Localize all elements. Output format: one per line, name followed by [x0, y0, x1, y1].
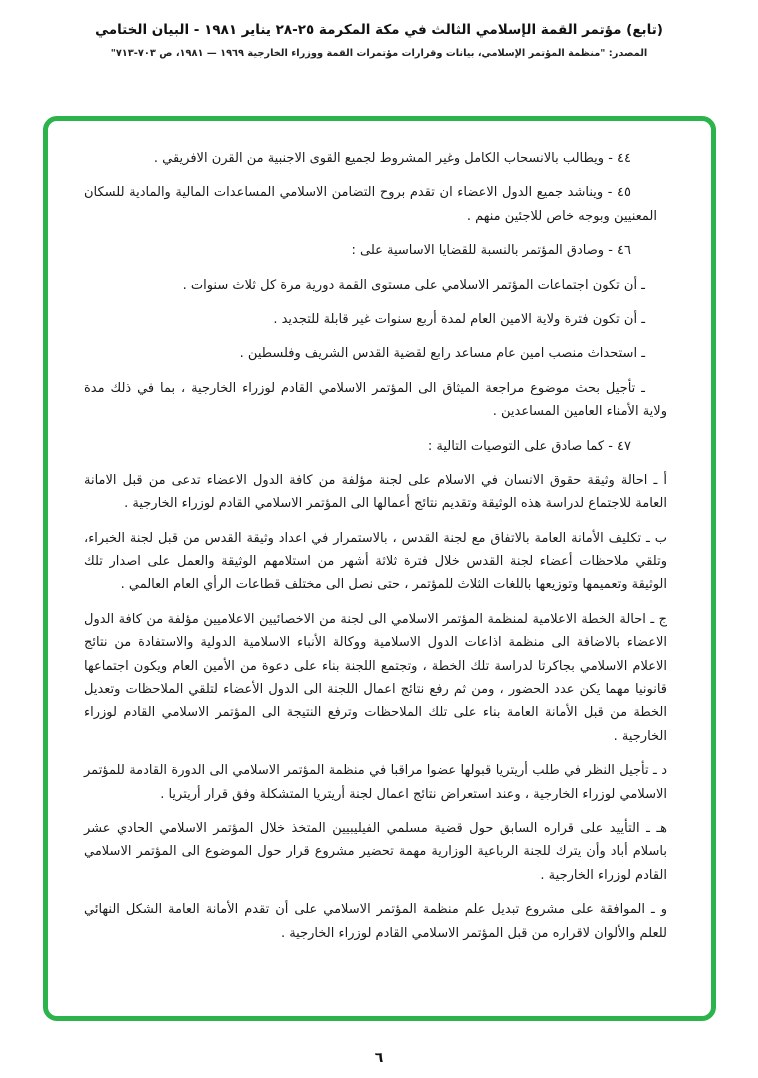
sub-item-3: ـ استحداث منصب امين عام مساعد رابع لقضية القدس الشريف وفلسطين .	[239, 346, 645, 362]
document-source-line: المصدر: "منظمة المؤتمر الإسلامي، بيانات وقرارات مؤتمرات القمة ووزراء الخارجية ١٩٦٩ — ١٩٨١، ص ٧٠٣-٧١٣"	[110, 48, 648, 59]
recommendation-h: هـ ـ التأييد على قراره السابق حول قضية مسلمي الفيليبيين المتخذ خلال المؤتمر الاسلامي الحادي عشر باسلام أباد وأن يترك للجنة الرباعية الوزارية مهمة تحضير مشروع قرار حول الموضوع الى المؤتمر الاسلامي القادم لوزراء الخارجية .	[84, 820, 667, 883]
green-content-frame	[43, 116, 716, 1021]
document-title: (تابع) مؤتمر القمة الإسلامي الثالث في مكة المكرمة ٢٥-٢٨ يناير ١٩٨١ - البيان الختامي	[95, 22, 663, 38]
page-number: ٦	[374, 1050, 384, 1066]
recommendation-a: أ ـ احالة وثيقة حقوق الانسان في الاسلام على لجنة مؤلفة من كافة الدول الاعضاء تدعى من قبل الامانة العامة للاجتماع لدراسة هذه الوثيقة وتقديم نتائج أعمالها الى المؤتمر الاسلامي القادم لوزراء الخارجية .	[84, 472, 667, 512]
clause-46: ٤٦ - وصادق المؤتمر بالنسبة للقضايا الاساسية على :	[351, 243, 631, 259]
sub-item-4: ـ تأجيل بحث موضوع مراجعة الميثاق الى المؤتمر الاسلامي القادم لوزراء الخارجية ، بما في ذلك مدة ولاية الأمناء العامين المساعدين .	[84, 380, 667, 420]
sub-item-2: ـ أن تكون فترة ولاية الامين العام لمدة أربع سنوات غير قابلة للتجديد .	[273, 311, 645, 327]
document-body	[84, 147, 667, 945]
recommendation-d: د ـ تأجيل النظر في طلب أريتريا قبولها عضوا مراقبا في منظمة المؤتمر الاسلامي الى الدورة القادمة للمؤتمر الاسلامي لوزراء الخارجية ، وعند استعراض نتائج اعمال لجنة أريتريا المتشكلة وفق قرار أريتريا .	[84, 763, 667, 802]
recommendation-j: ج ـ احالة الخطة الاعلامية لمنظمة المؤتمر الاسلامي الى لجنة من الاخصائيين الاعلاميين مؤلفة من كافة الدول الاعضاء بالاضافة الى منظمة اذاعات الدول الاسلامية ووكالة الأنباء الاسلامية الدولية والاستفادة من نتائج الاعلام الاسلامي بجاكرتا لدراسة تلك الخطة ، وتجتمع اللجنة بناء على دعوة من الأمين العام ويكون اجتماعها قانونيا مهما يكن عدد الحضور ، ومن ثم رفع نتائج اعمال اللجنة الى الدول الأعضاء لتلقي الملاحظات وتعديل الخطة من قبل الأمانة العامة بناء على تلك الملاحظات وترفع النتيجة الى المؤتمر الاسلامي القادم لوزراء الخارجية .	[84, 611, 667, 744]
recommendation-w: و ـ الموافقة على مشروع تبديل علم منظمة المؤتمر الاسلامي على أن تقدم الأمانة العامة الشكل النهائي للعلم والألوان لاقراره من قبل المؤتمر الاسلامي القادم لوزراء الخارجية .	[84, 902, 667, 941]
recommendation-b: ب ـ تكليف الأمانة العامة بالاتفاق مع لجنة القدس ، بالاستمرار في اعداد وثيقة القدس من قبل لجنة الخبراء، وتلقي ملاحظات أعضاء لجنة القدس خلال فترة ثلاثة أشهر من استلامهم الوثيقة والعمل على اصدار تلك الوثيقة وتعميمها وتوزيعها باللغات الثلاث للمؤتمر ، حتى نصل الى مختلف قطاعات الرأي العام العالمي .	[84, 530, 667, 593]
clause-45: ٤٥ - ويناشد جميع الدول الاعضاء ان تقدم بروح التضامن الاسلامي المساعدات المالية والمادية للسكان المعنيين وبوجه خاص للاجئين منهم .	[84, 185, 657, 224]
page-header	[0, 0, 758, 59]
clause-44: ٤٤ - ويطالب بالانسحاب الكامل وغير المشروط لجميع القوى الاجنبية من القرن الافريقي .	[153, 151, 631, 166]
sub-item-1: ـ أن تكون اجتماعات المؤتمر الاسلامي على مستوى القمة دورية مرة كل ثلاث سنوات .	[182, 277, 645, 293]
clause-47: ٤٧ - كما صادق على التوصيات التالية :	[427, 438, 631, 454]
